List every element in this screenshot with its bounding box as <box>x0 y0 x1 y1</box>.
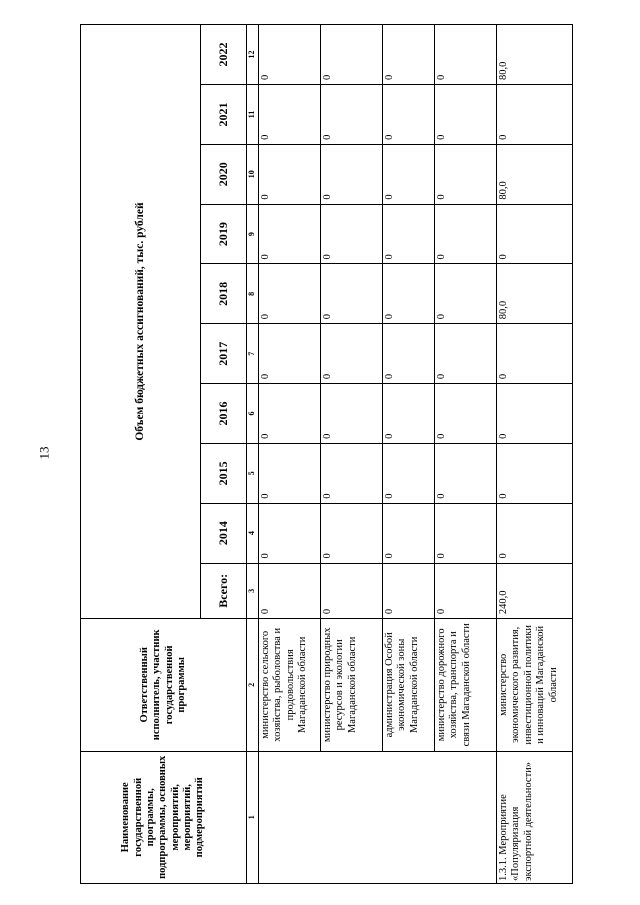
header-total: Всего: <box>201 563 247 619</box>
value-cell: 0 <box>259 144 321 204</box>
value-cell: 0 <box>383 144 435 204</box>
value-cell: 0 <box>383 443 435 503</box>
page-number: 13 <box>36 446 52 460</box>
value-cell: 0 <box>383 384 435 444</box>
table-row <box>497 25 573 884</box>
value-cell: 0 <box>383 563 435 619</box>
value-cell: 0 <box>321 384 383 444</box>
value-cell: 0 <box>497 85 573 145</box>
value-cell: 0 <box>383 204 435 264</box>
budget-table <box>80 24 573 884</box>
row-executor: министерство сельского хозяйства, рыболовства и продовольствия Магаданской области <box>259 619 321 751</box>
value-cell: 0 <box>321 503 383 563</box>
value-cell: 0 <box>321 85 383 145</box>
value-cell: 0 <box>497 503 573 563</box>
header-year: 2015 <box>201 443 247 503</box>
column-number: 7 <box>247 324 259 384</box>
header-year: 2014 <box>201 503 247 563</box>
row-executor: администрация Особой экономической зоны Магаданской области <box>383 619 435 751</box>
value-cell: 0 <box>435 443 497 503</box>
value-cell: 0 <box>435 25 497 85</box>
value-cell: 0 <box>497 443 573 503</box>
header-year: 2020 <box>201 144 247 204</box>
value-cell: 0 <box>383 503 435 563</box>
header-year: 2016 <box>201 384 247 444</box>
value-cell: 0 <box>383 25 435 85</box>
value-cell: 0 <box>259 384 321 444</box>
value-cell: 0 <box>259 204 321 264</box>
value-cell: 80,0 <box>497 264 573 324</box>
value-cell: 240,0 <box>497 563 573 619</box>
column-number: 2 <box>247 619 259 751</box>
column-number: 3 <box>247 563 259 619</box>
value-cell: 0 <box>435 144 497 204</box>
value-cell: 0 <box>321 264 383 324</box>
header-year: 2021 <box>201 85 247 145</box>
header-row-top <box>81 25 201 884</box>
value-cell: 0 <box>321 25 383 85</box>
value-cell: 0 <box>321 144 383 204</box>
column-number: 5 <box>247 443 259 503</box>
column-number-row <box>247 25 259 884</box>
column-number: 10 <box>247 144 259 204</box>
value-cell: 0 <box>259 563 321 619</box>
header-year: 2017 <box>201 324 247 384</box>
rotated-table-container <box>80 24 620 884</box>
document-sheet <box>80 24 640 884</box>
row-executor: министерство природных ресурсов и экологии Магаданской области <box>321 619 383 751</box>
value-cell: 0 <box>259 264 321 324</box>
header-year: 2022 <box>201 25 247 85</box>
value-cell: 0 <box>321 563 383 619</box>
value-cell: 0 <box>435 204 497 264</box>
column-number: 8 <box>247 264 259 324</box>
value-cell: 0 <box>435 85 497 145</box>
value-cell: 0 <box>497 204 573 264</box>
value-cell: 0 <box>259 85 321 145</box>
value-cell: 0 <box>321 324 383 384</box>
value-cell: 80,0 <box>497 144 573 204</box>
header-budget-title: Объем бюджетных ассигнований, тыс. рублей <box>81 25 201 619</box>
value-cell: 80,0 <box>497 25 573 85</box>
header-executor: Ответственный исполнитель, участник государственной программы <box>81 619 247 751</box>
row-name: 1.3.1. Мероприятие «Популяризация экспортной деятельности» <box>497 751 573 883</box>
value-cell: 0 <box>435 264 497 324</box>
table-row <box>259 25 321 884</box>
header-year: 2019 <box>201 204 247 264</box>
row-executor: министерство дорожного хозяйства, транспорта и связи Магаданской области <box>435 619 497 751</box>
value-cell: 0 <box>321 204 383 264</box>
header-year: 2018 <box>201 264 247 324</box>
value-cell: 0 <box>435 563 497 619</box>
column-number: 9 <box>247 204 259 264</box>
value-cell: 0 <box>259 25 321 85</box>
value-cell: 0 <box>497 384 573 444</box>
value-cell: 0 <box>435 503 497 563</box>
row-name <box>259 751 497 883</box>
value-cell: 0 <box>259 324 321 384</box>
value-cell: 0 <box>259 503 321 563</box>
value-cell: 0 <box>435 324 497 384</box>
value-cell: 0 <box>435 384 497 444</box>
column-number: 12 <box>247 25 259 85</box>
header-name: Наименование государственной программы, подпрограммы, основных мероприятий, мероприятий, подмероприятий <box>81 751 247 883</box>
value-cell: 0 <box>383 85 435 145</box>
value-cell: 0 <box>383 324 435 384</box>
value-cell: 0 <box>321 443 383 503</box>
value-cell: 0 <box>497 324 573 384</box>
value-cell: 0 <box>259 443 321 503</box>
column-number: 4 <box>247 503 259 563</box>
column-number: 6 <box>247 384 259 444</box>
value-cell: 0 <box>383 264 435 324</box>
row-executor: министерство экономического развития, инвестиционной политики и инноваций Магаданской области <box>497 619 573 751</box>
column-number: 1 <box>247 751 259 883</box>
column-number: 11 <box>247 85 259 145</box>
